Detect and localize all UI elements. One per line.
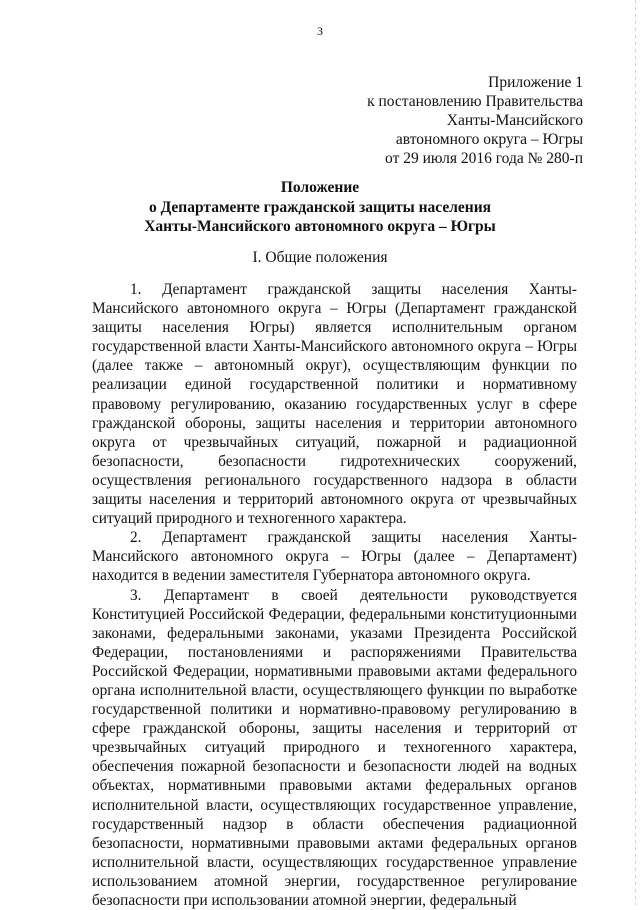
appendix-line: Приложение 1	[367, 73, 583, 92]
body-text	[92, 280, 577, 910]
appendix-block	[367, 73, 583, 168]
paragraph: 1. Департамент гражданской защиты населения Ханты-Мансийского автономного округа – Югры (Департамент гражданской защиты населения Югры) является исполнительным органом государственной власти Ханты-Мансийского автономного округа – Югры (далее также – автономный округ), осуществляющим функции по реализации единой государственной политики и нормативному правовому регулированию, оказанию государственных услуг в сфере гражданской обороны, защиты населения и территории автономного округа от чрезвычайных ситуаций, пожарной и радиационной безопасности, безопасности гидротехнических сооружений, осуществления регионального государственного надзора в области защиты населения и территорий автономного округа от чрезвычайных ситуаций природного и техногенного характера.	[92, 280, 577, 528]
paragraph: 3. Департамент в своей деятельности руководствуется Конституцией Российской Федерации, федеральными конституционными законами, федеральными законами, указами Президента Российской Федерации, постановлениями и распоряжениями Правительства Российской Федерации, нормативными правовыми актами федерального органа исполнительной власти, осуществляющего функции по выработке государственной политики и нормативно-правовому регулированию в сфере гражданской обороны, защиты населения и территорий от чрезвычайных ситуаций природного и техногенного характера, обеспечения пожарной безопасности и безопасности людей на водных объектах, нормативными правовыми актами федеральных органов исполнительной власти, осуществляющих государственное управление, государственный надзор в области обеспечения радиационной безопасности, нормативными правовыми актами федеральных органов исполнительной власти, осуществляющих государственное управление использованием атомной энергии, государственное регулирование безопасности при использовании атомной энергии, федеральный	[92, 586, 577, 910]
scan-edge	[635, 0, 636, 905]
paragraph: 2. Департамент гражданской защиты населения Ханты-Мансийского автономного округа – Югры (далее – Департамент) находится в ведении заместителя Губернатора автономного округа.	[92, 528, 577, 585]
page-number: 3	[0, 24, 640, 39]
appendix-line: к постановлению Правительства	[367, 92, 583, 111]
appendix-line: от 29 июля 2016 года № 280-п	[367, 149, 583, 168]
title-line: Положение	[0, 178, 640, 198]
appendix-line: автономного округа – Югры	[367, 130, 583, 149]
title-line: Ханты-Мансийского автономного округа – Югры	[0, 217, 640, 237]
section-heading: I. Общие положения	[0, 248, 640, 267]
title-line: о Департаменте гражданской защиты населения	[0, 198, 640, 218]
document-title	[0, 178, 640, 237]
appendix-line: Ханты-Мансийского	[367, 111, 583, 130]
